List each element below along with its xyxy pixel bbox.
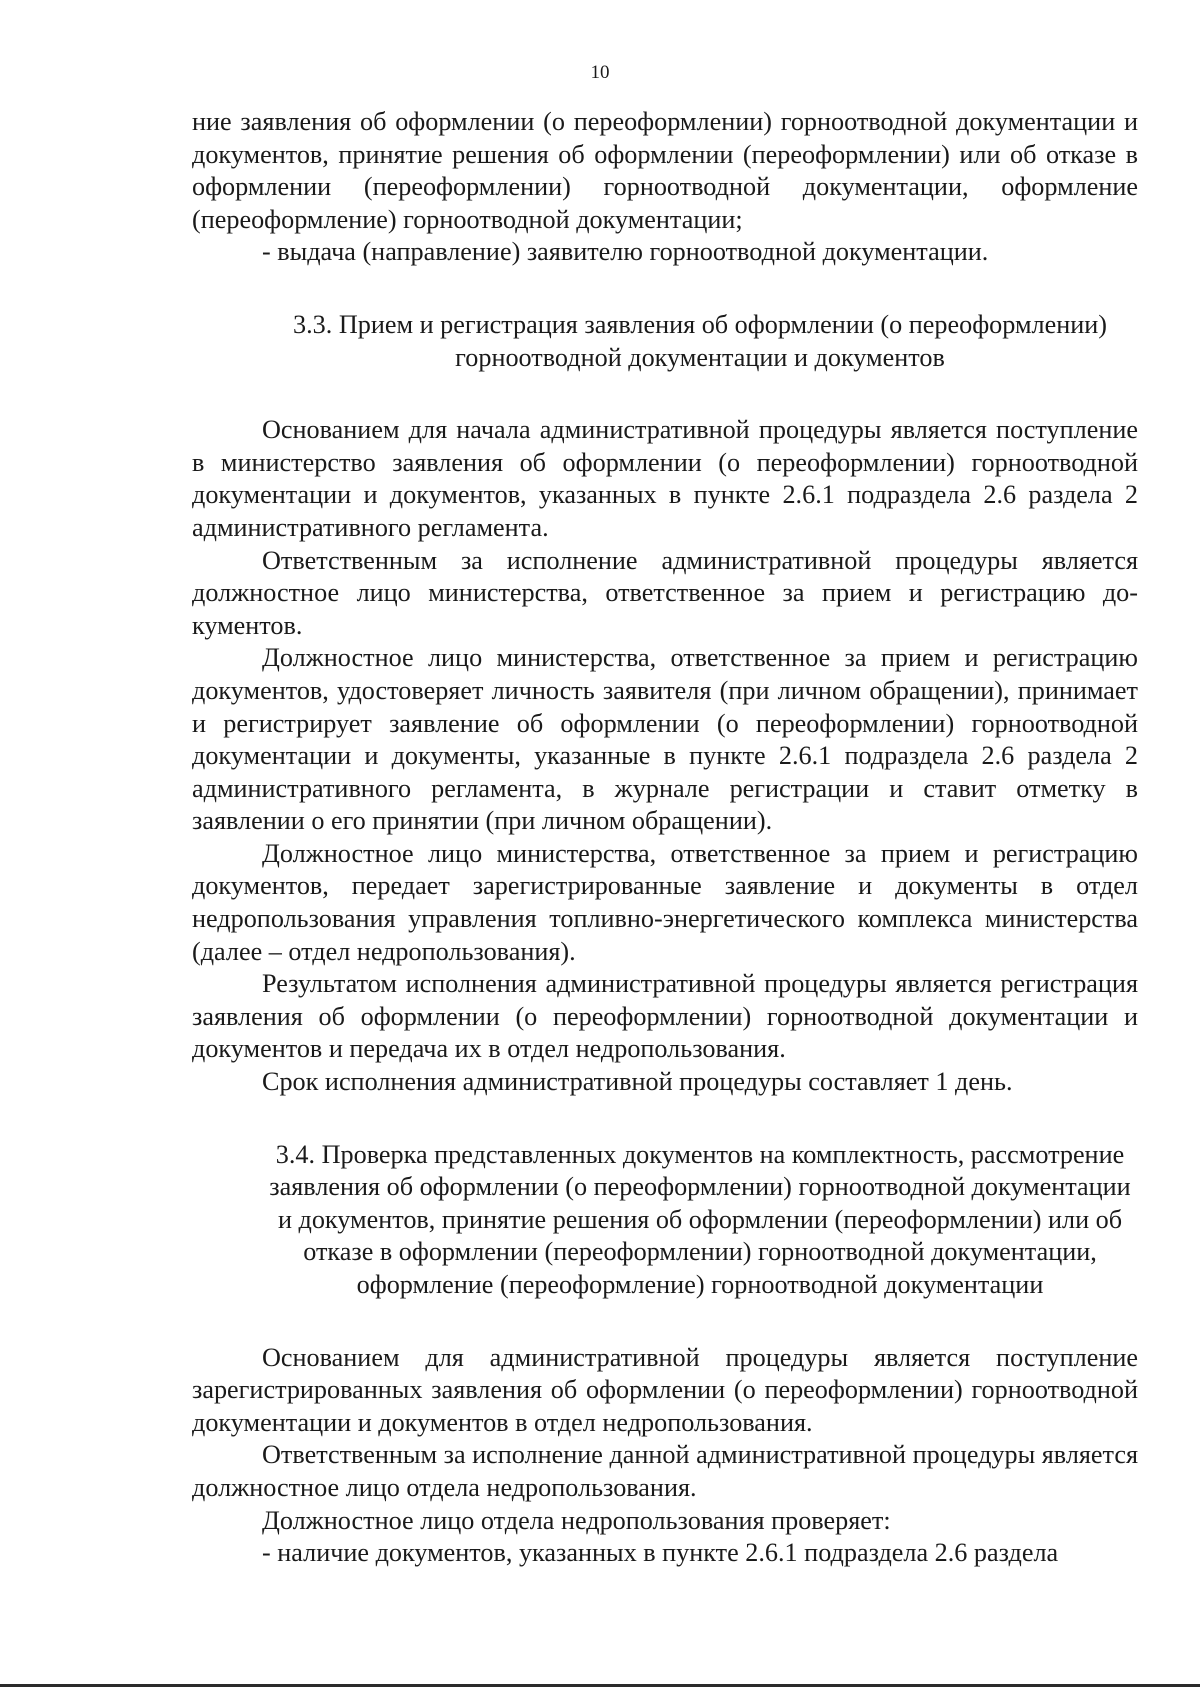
section-3-3-paragraph: Должностное лицо министерства, ответственное за прием и регистрацию документов, передает зарегистрированные заявление и документы в отдел недропользования управления топливно-энергетического комплекса министерства (далее – отдел недропользования). — [192, 838, 1138, 966]
section-3-3-heading: 3.3. Прием и регистрация заявления об оформлении (о переоформлении) горноотводной документации и документов — [293, 309, 1107, 372]
section-3-3-paragraph: Ответственным за исполнение административной процедуры является должностное лицо министерства, ответственное за прием и регистрацию документов. — [192, 545, 1138, 640]
intro-continuation-paragraph: ние заявления об оформлении (о переоформлении) горноотводной документации и документов, принятие решения об оформлении (переоформлении) или об отказе в оформлении (переоформлении) горноотводной документации, оформление (переоформление) горноотводной документации; — [192, 107, 1138, 234]
section-3-4-paragraph: Должностное лицо отдела недропользования проверяет: — [262, 1505, 891, 1535]
section-3-3-paragraph: Результатом исполнения административной процедуры является регистрация заявления об оформлении (о переоформлении) горноотводной документации и документов и передача их в отдел недропользования. — [192, 969, 1138, 1064]
section-3-4-paragraph: - наличие документов, указанных в пункте 2.6.1 подраздела 2.6 раздела — [262, 1538, 1059, 1568]
section-3-3-paragraph: Срок исполнения административной процедуры составляет 1 день. — [262, 1067, 1013, 1097]
scan-bottom-edge — [0, 1684, 1200, 1687]
section-3-4-paragraph: Основанием для административной процедуры является поступление зарегистрированных заявления об оформлении (о переоформлении) горноотводной документации и документов в отдел недропользования. — [192, 1342, 1138, 1437]
section-3-4-paragraph: Ответственным за исполнение данной административной процедуры является должностное лицо отдела недропользования. — [192, 1440, 1138, 1502]
section-3-3-paragraph: Должностное лицо министерства, ответственное за прием и регистрацию документов, удостоверяет личность заявителя (при личном обращении), принимает и регистрирует заявление об оформлении (о переоформлении) горноотводной документации и документы, указанные в пункте 2.6.1 подраздела 2.6 раздела 2 административного регламента, в журнале регистрации и ставит отметку в заявлении о его принятии (при личном обращении). — [192, 643, 1138, 836]
document-body — [192, 106, 1138, 1570]
intro-bullet-item: - выдача (направление) заявителю горноотводной документации. — [262, 237, 989, 267]
page-number: 10 — [590, 62, 610, 83]
section-3-3-paragraph: Основанием для начала административной процедуры является поступление в министерство заявления об оформлении (о переоформлении) горноотводной документации и документов, указанных в пункте 2.6.1 подраздела 2.6 раздела 2 административного регламента. — [192, 415, 1138, 542]
section-3-4-heading: 3.4. Проверка представленных документов на комплектность, рассмотрение заявления об оформлении (о переоформлении) горноотводной документации и документов, принятие решения об оформлении (переоформлении) или об отказе в оформлении (переоформлении) горноотводной документации, оформление (переоформление) горноотводной документации — [269, 1139, 1131, 1299]
